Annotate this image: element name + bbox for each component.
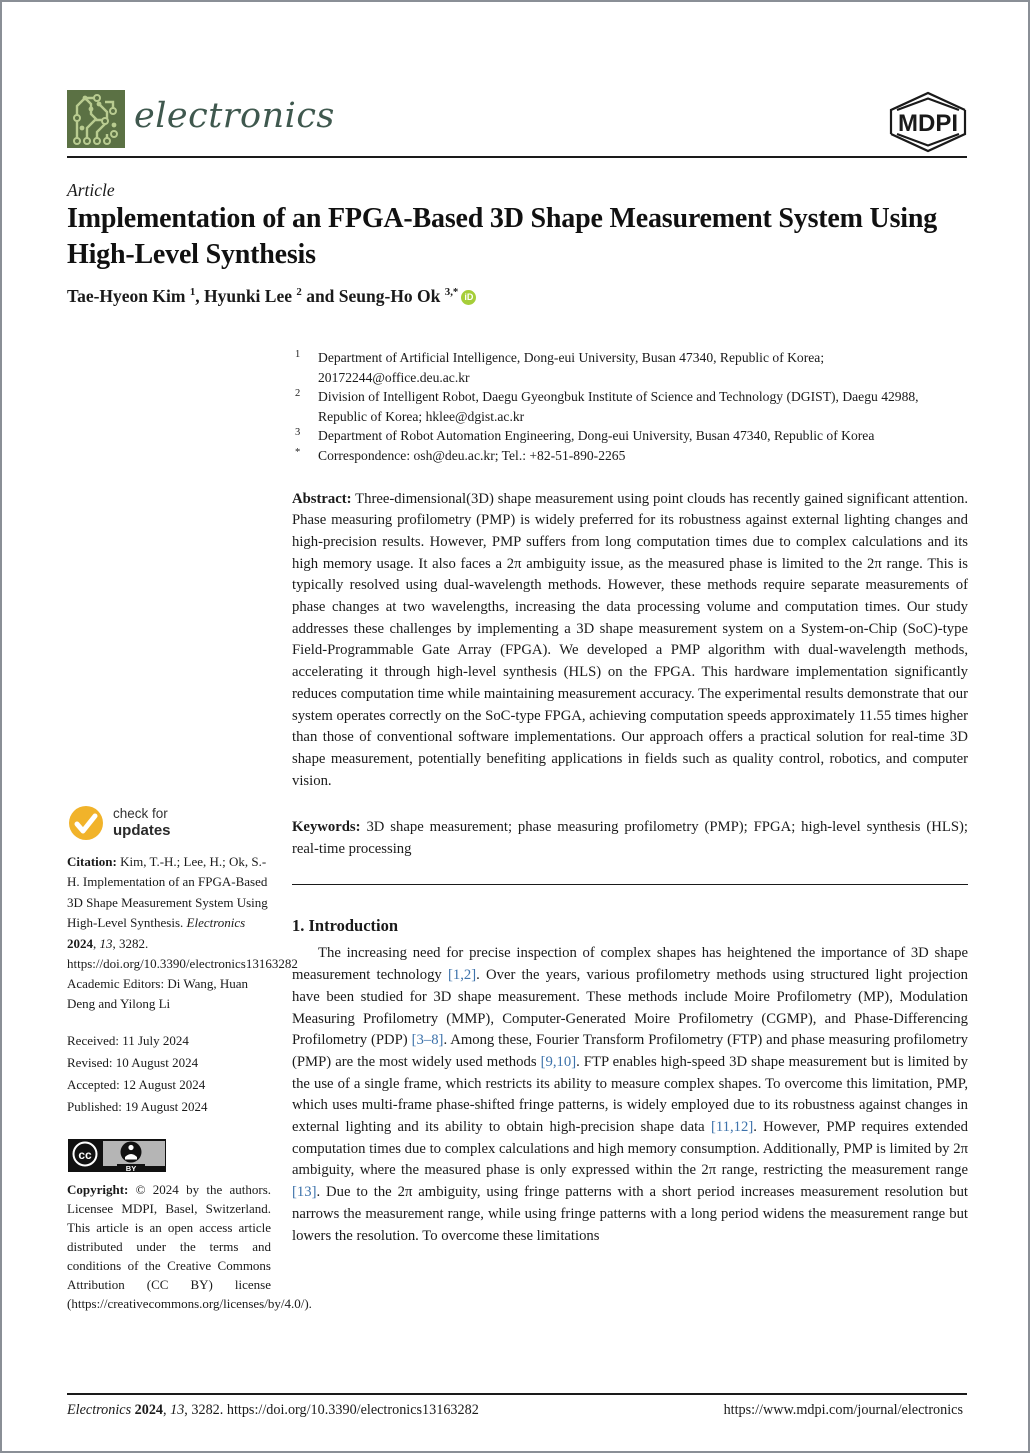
section-heading: 1. Introduction <box>292 916 399 936</box>
footer-journal-url[interactable]: https://www.mdpi.com/journal/electronics <box>723 1402 963 1418</box>
intro-paragraph: The increasing need for precise inspection of complex shapes has heightened the importance of 3D shape measurement technology [1,2]. Over the years, various profilometry methods using structured light projection have been studied for 3D shape measurement. These methods include Moire Profilometry (MP), Modulation Measuring Profilometry (MMP), Computer-Generated Moire Profilometry (CGMP), and Phase-Differencing Profilometry (PDP) [3–8]. Among these, Fourier Transform Profilometry (FTP) and phase measuring profilometry (PMP) are the most widely used methods [9,10]. FTP enables high-speed 3D shape measurement but is limited by the use of a single frame, which restricts its ability to measure complex shapes. To overcome this limitation, PMP, which uses multi-frame phase-shifted fringe patterns, is widely employed due to its robustness against changes in external lighting and its ability to obtain high-precision shape data [11,12]. However, PMP requires extended computation times due to complex calculations and high memory consumption. Additionally, PMP is limited by 2π ambiguity, where the measured phase is only expressed within the 2π range, restricting the measurement range [13]. Due to the 2π ambiguity, using fringe patterns with a short period increases measurement resolution but narrows the measurement range, while using fringe patterns with a long period widens the measurement range but lowers the resolution. To overcome these limitations <box>292 945 969 1244</box>
affiliation-item <box>292 348 968 387</box>
footer-citation: Electronics 2024, 13, 3282. https://doi.org/10.3390/electronics13163282 <box>67 1402 479 1418</box>
date-accepted: Accepted: 12 August 2024 <box>67 1077 206 1092</box>
page-title: Implementation of an FPGA-Based 3D Shape Measurement System Using High-Level Synthesis <box>67 203 938 270</box>
affiliation-text: Department of Artificial Intelligence, Dong-eui University, Busan 47340, Republic of Korea; 20172244@office.deu.ac.kr <box>318 350 825 385</box>
citation-ref[interactable]: [9,10] <box>540 1053 577 1070</box>
copyright-notice: Copyright: © 2024 by the authors. Licensee MDPI, Basel, Switzerland. This article is an open access article distributed under the terms and conditions of the Creative Commons Attribution (CC BY) license (https://creativecommons.org/licenses/by/4.0/). <box>67 1182 312 1311</box>
authors-text: Tae-Hyeon Kim $^1$, Hyunki Lee $^2$ and Seung-Ho Ok $^{3,*}$ <box>67 286 459 306</box>
article-type-label: Article <box>67 180 115 200</box>
authors-line <box>67 286 476 307</box>
header-rule <box>67 156 967 158</box>
cc-by-license-badge[interactable] <box>67 1138 167 1178</box>
citation-ref[interactable]: [3–8] <box>411 1032 444 1049</box>
date-published: Published: 19 August 2024 <box>67 1099 208 1114</box>
svg-text:BY: BY <box>125 1164 137 1173</box>
electronics-logo-icon <box>67 90 125 148</box>
citation-block: Citation: Kim, T.-H.; Lee, H.; Ok, S.-H. Implementation of an FPGA-Based 3D Shape Measurement System Using High-Level Synthesis. Electronics 2024, 13, 3282. https://doi.org/10.3390/electronics13163282 <box>67 854 298 972</box>
affiliation-marker: 1 <box>295 349 301 360</box>
main-column <box>292 348 968 1247</box>
keywords: Keywords: 3D shape measurement; phase measuring profilometry (PMP); FPGA; high-level synthesis (HLS); real-time processing <box>292 819 968 858</box>
date-revised: Revised: 10 August 2024 <box>67 1055 199 1070</box>
check-updates-label: check for updates <box>113 806 171 839</box>
affiliation-text: Department of Robot Automation Engineering, Dong-eui University, Busan 47340, Republic of Korea <box>318 428 875 444</box>
check-for-updates-button[interactable] <box>67 804 267 844</box>
affiliation-text: Division of Intelligent Robot, Daegu Gyeongbuk Institute of Science and Technology (DGIST), Daegu 42988, Republic of Korea; hklee@dgist.ac.kr <box>318 389 919 424</box>
journal-name: electronics <box>134 96 335 136</box>
mdpi-logo <box>886 90 970 159</box>
affiliation-item <box>292 446 968 466</box>
citation-ref[interactable]: [11,12] <box>710 1119 754 1136</box>
citation-ref[interactable]: [13] <box>292 1184 317 1201</box>
check-icon <box>67 804 107 844</box>
svg-text:MDPI: MDPI <box>898 110 958 137</box>
section-divider <box>292 884 968 886</box>
affiliation-marker: * <box>295 446 301 458</box>
affiliations <box>292 348 968 466</box>
history-dates <box>67 1030 271 1118</box>
affiliation-item <box>292 426 968 446</box>
svg-text:cc: cc <box>78 1148 92 1162</box>
affiliation-item <box>292 387 968 426</box>
citation-ref[interactable]: [1,2] <box>447 967 477 984</box>
affiliation-marker: 3 <box>295 427 301 439</box>
orcid-icon[interactable]: iD <box>461 290 476 305</box>
abstract: Abstract: Three-dimensional(3D) shape measurement using point clouds has recently gained significant attention. Phase measuring profilometry (PMP) is widely preferred for its robustness against external lighting changes and high-precision results. However, PMP suffers from long computation times due to complex calculations and its high memory usage. It also faces a 2π ambiguity issue, as the measured phase is limited to the 2π range. This is typically resolved using dual-wavelength methods. However, these methods require separate measurements of phase changes at two wavelengths, increasing the data processing volume and computation times. Our study addresses these challenges by implementing a 3D shape measurement system on a System-on-Chip (SoC)-type Field-Programmable Gate Array (FPGA). We developed a PMP algorithm with dual-wavelength methods, accelerating it through high-level synthesis (HLS) on the FPGA. This hardware implementation significantly reduces computation time while maintaining measurement accuracy. The experimental results demonstrate that our system operates correctly on the SoC-type FPGA, achieving computation speeds approximately 11.55 times higher than those of conventional software implementations. Our approach offers a practical solution for real-time 3D shape measurement, potentially benefiting applications in fields such as quality control, robotics, and computer vision. <box>292 490 968 789</box>
affiliation-text: Correspondence: osh@deu.ac.kr; Tel.: +82-51-890-2265 <box>318 447 626 463</box>
affiliation-marker: 2 <box>295 388 301 400</box>
academic-editors: Academic Editors: Di Wang, Huan Deng and Yilong Li <box>67 976 249 1012</box>
date-received: Received: 11 July 2024 <box>67 1033 189 1048</box>
footer-rule <box>67 1393 967 1395</box>
